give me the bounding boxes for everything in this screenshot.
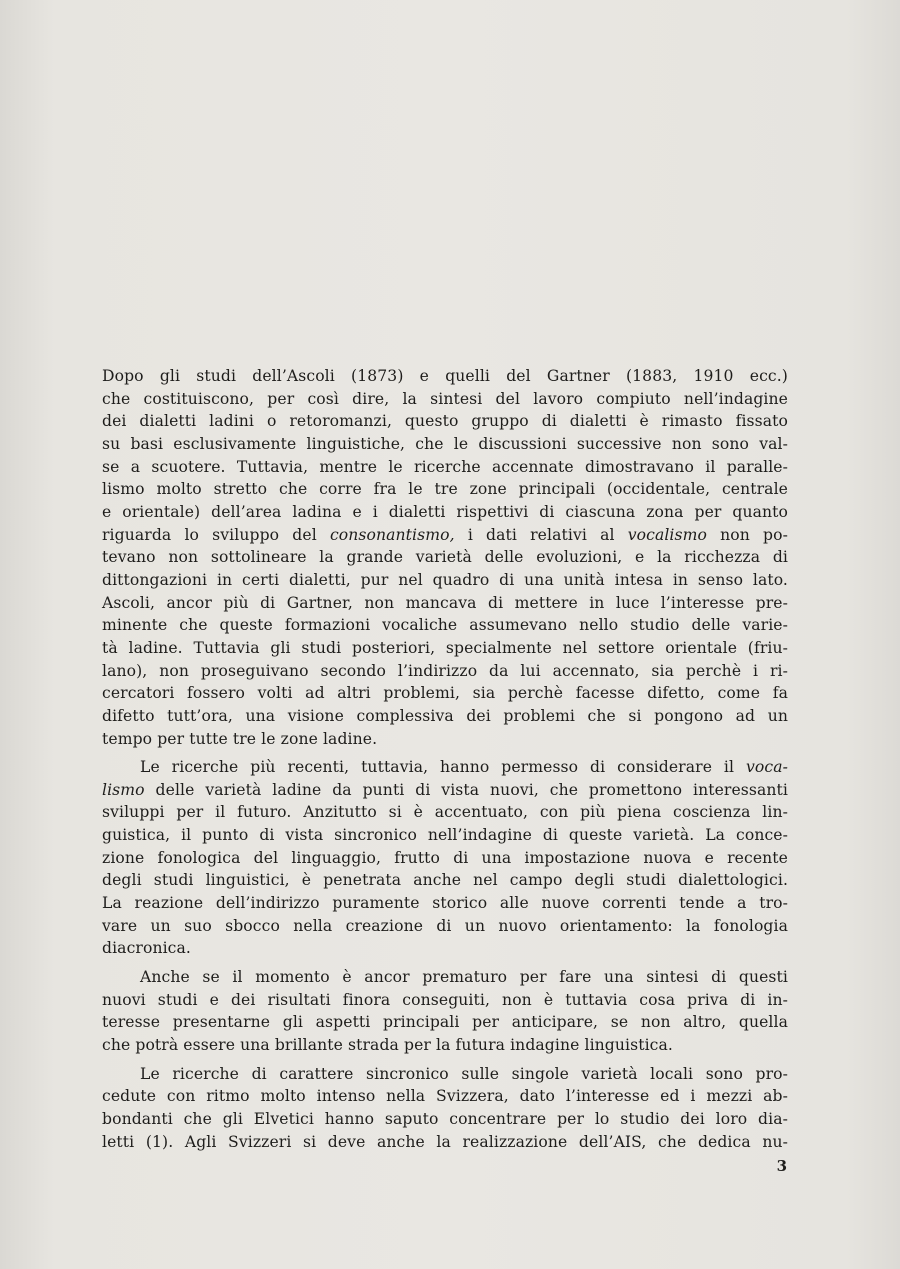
paragraph (102, 1063, 788, 1154)
text-line: sviluppi per il futuro. Anzitutto si è accentuato, con più piena coscienza lin- (102, 803, 788, 822)
text-line (102, 524, 788, 547)
text-line: dei dialetti ladini o retoromanzi, questo gruppo di dialetti è rimasto fissato (102, 412, 788, 431)
text-line: minente che queste formazioni vocaliche assumevano nello studio delle varie- (102, 616, 788, 635)
italic-term: consonantismo, (329, 525, 455, 544)
text-line: lano), non proseguivano secondo l’indirizzo da lui accennato, sia perchè i ri- (102, 661, 788, 680)
text-line: vare un suo sbocco nella creazione di un nuovo orientamento: la fonologia (102, 916, 788, 935)
text-line: bondanti che gli Elvetici hanno saputo concentrare per lo studio dei loro dia- (102, 1110, 788, 1128)
italic-term: vocalismo (627, 525, 707, 544)
text-line: tà ladine. Tuttavia gli studi posteriori, specialmente nel settore orientale (friu- (102, 638, 788, 657)
text-line: nuovi studi e dei risultati finora conseguiti, non è tuttavia cosa priva di in- (102, 990, 788, 1009)
text-line: degli studi linguistici, è penetrata anche nel campo degli studi dialettologici. (102, 871, 788, 890)
text-line: tevano non sottolineare la grande varietà delle evoluzioni, e la ricchezza di (102, 548, 788, 567)
page-number: 3 (776, 1157, 787, 1175)
text-line: letti (1). Agli Svizzeri si deve anche la realizzazione dell’AIS, che dedica nu- (102, 1132, 788, 1151)
text-line: zione fonologica del linguaggio, frutto di una impostazione nuova e recente (102, 848, 788, 867)
text-run: non po- (707, 525, 789, 544)
text-run: riguarda lo sviluppo del (102, 525, 330, 544)
text-run: delle varietà ladine da punti di vista nuovi, che promettono interessanti (144, 780, 788, 799)
text-line: dittongazioni in certi dialetti, pur nel quadro di una unità intesa in senso lato. (102, 570, 788, 589)
text-line: La reazione dell’indirizzo puramente storico alle nuove correnti tende a tro- (102, 894, 788, 913)
text-line: cercatori fossero volti ad altri problemi, sia perchè facesse difetto, come fa (102, 684, 788, 703)
paragraph (102, 756, 788, 960)
text-line: se a scuotere. Tuttavia, mentre le ricerche accennate dimostravano il paralle- (102, 457, 788, 476)
text-line: lismo molto stretto che corre fra le tre zone principali (occidentale, centrale (102, 480, 788, 499)
text-line: diacronica. (102, 939, 191, 958)
body-text (102, 365, 788, 1153)
text-line: Anche se il momento è ancor prematuro per fare una sintesi di questi (140, 968, 788, 987)
text-line: guistica, il punto di vista sincronico nell’indagine di queste varietà. La conce- (102, 826, 788, 845)
text-line (102, 779, 788, 802)
text-run: i dati relativi al (454, 525, 628, 544)
text-line: tempo per tutte tre le zone ladine. (102, 729, 378, 748)
text-line: che costituiscono, per così dire, la sintesi del lavoro compiuto nell’indagine (102, 389, 788, 408)
italic-term: lismo (102, 780, 145, 799)
text-line (102, 756, 788, 779)
text-line: che potrà essere una brillante strada per la futura indagine linguistica. (102, 1036, 673, 1055)
text-line: cedute con ritmo molto intenso nella Svizzera, dato l’interesse ed i mezzi ab- (102, 1087, 788, 1106)
text-line: Dopo gli studi dell’Ascoli (1873) e quelli del Gartner (1883, 1910 ecc.) (102, 367, 788, 385)
text-line: Ascoli, ancor più di Gartner, non mancava di mettere in luce l’interesse pre- (102, 593, 788, 612)
paragraph (102, 365, 788, 750)
text-line: teresse presentarne gli aspetti principali per anticipare, se non altro, quella (102, 1013, 788, 1032)
text-line: su basi esclusivamente linguistiche, che le discussioni successive non sono val- (102, 434, 788, 453)
text-line: e orientale) dell’area ladina e i dialetti rispettivi di ciascuna zona per quanto (102, 502, 788, 521)
italic-term: voca- (746, 758, 788, 777)
text-run: Le ricerche più recenti, tuttavia, hanno permesso di considerare il (140, 758, 746, 777)
text-line: Le ricerche di carattere sincronico sulle singole varietà locali sono pro- (140, 1064, 788, 1083)
paragraph (102, 966, 788, 1057)
text-line: difetto tutt’ora, una visione complessiva dei problemi che si pongono ad un (102, 706, 788, 725)
